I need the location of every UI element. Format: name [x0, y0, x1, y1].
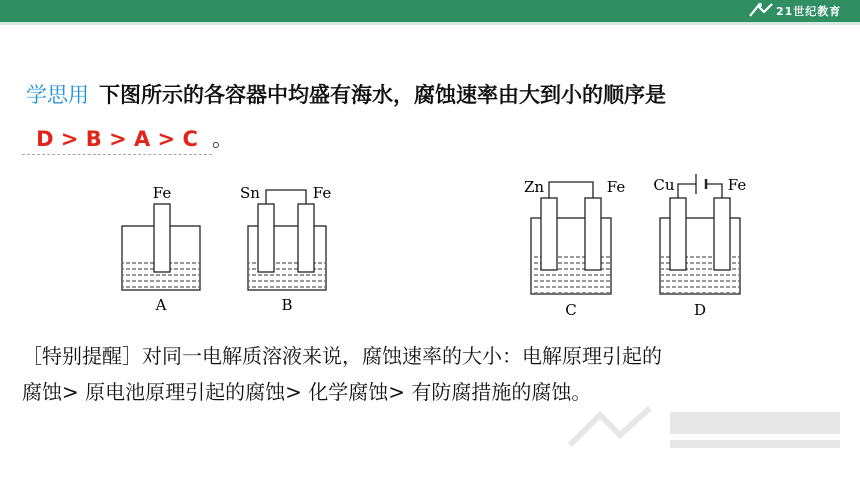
answer-blank: D > B > A > C	[22, 124, 212, 155]
beaker-d-right-label: Fe	[727, 176, 747, 194]
header-divider	[0, 22, 860, 25]
beaker-b-right-label: Fe	[312, 184, 332, 202]
tip-line-2: 腐蚀> 原电池原理引起的腐蚀> 化学腐蚀> 有防腐措施的腐蚀。	[22, 380, 592, 404]
beaker-c	[524, 178, 625, 319]
corrosion-figure	[0, 170, 860, 320]
watermark-logo	[560, 400, 860, 460]
answer-end-mark: 。	[212, 127, 233, 151]
beaker-a-label: Fe	[152, 184, 172, 202]
beaker-c-right-label: Fe	[606, 178, 626, 196]
beaker-c-left-label: Zn	[523, 178, 545, 196]
tip-line-1: ［特别提醒］对同一电解质溶液来说，腐蚀速率的大小：电解原理引起的	[22, 344, 662, 368]
beaker-d	[653, 174, 746, 319]
beaker-a	[122, 184, 200, 314]
answer-row	[22, 124, 233, 155]
beaker-d-caption: D	[693, 301, 707, 319]
question-text: 下图所示的各容器中均盛有海水，腐蚀速率由大到小的顺序是	[99, 83, 666, 107]
question-tag: 学思用	[26, 83, 89, 107]
beaker-b-caption: B	[281, 296, 293, 314]
beaker-d-left-label: Cu	[653, 176, 675, 194]
brand-name: 21世纪教育	[776, 5, 842, 18]
beaker-c-caption: C	[565, 301, 577, 319]
beaker-b	[240, 184, 331, 314]
question-line	[26, 80, 666, 110]
beaker-b-left-label: Sn	[240, 184, 260, 202]
beaker-a-caption: A	[155, 296, 167, 314]
